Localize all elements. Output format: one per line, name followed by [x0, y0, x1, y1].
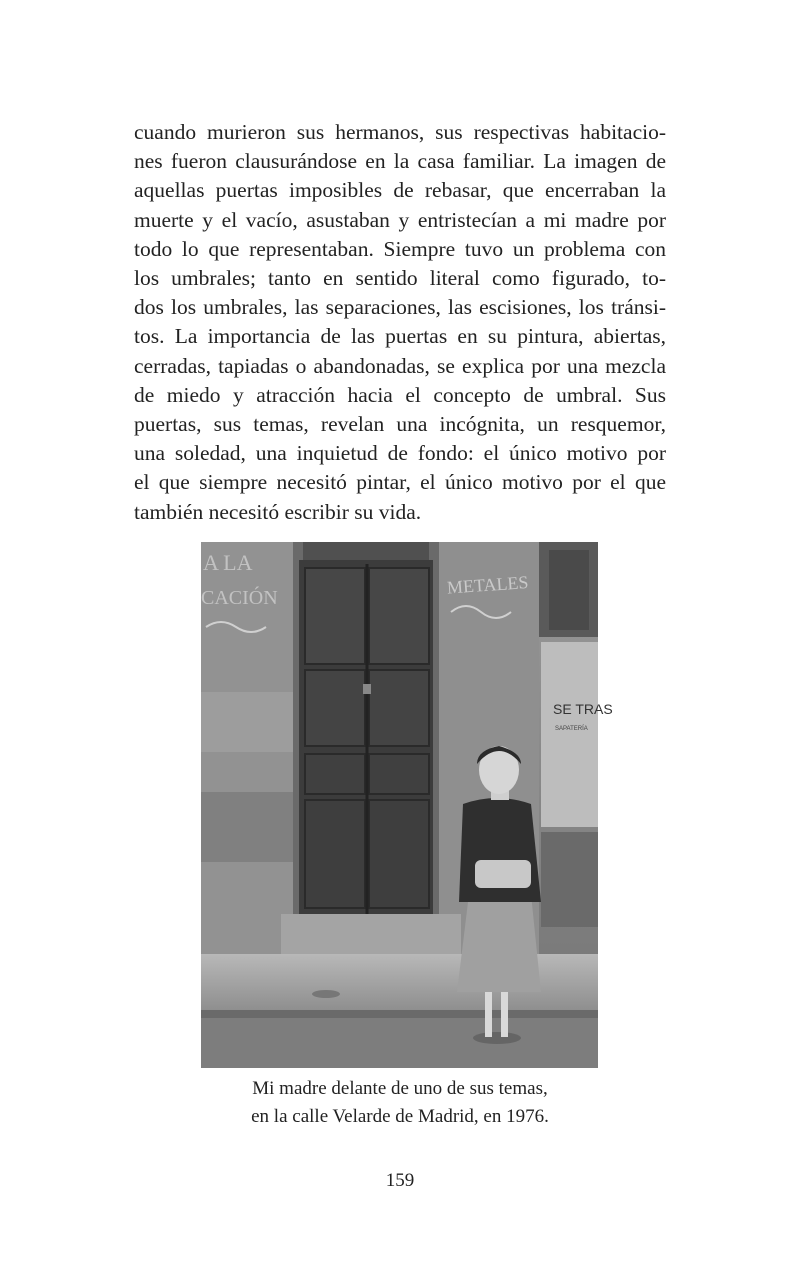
- text-line: muerte y el vacío, asustaban y entristecían a mi madre por: [134, 207, 666, 232]
- padlock: [363, 684, 371, 694]
- page-number: 159: [385, 1170, 415, 1191]
- body-paragraph: [134, 118, 666, 527]
- text-line: todo lo que representaban. Siempre tuvo un problema con: [134, 236, 666, 261]
- text-line: aquellas puertas imposibles de rebasar, que encerraban la: [134, 178, 666, 203]
- photo-caption: [100, 1075, 700, 1131]
- wall-lettering: CACIÓN: [201, 587, 278, 609]
- text-line: también necesitó escribir su vida.: [134, 499, 422, 524]
- text-line: tos. La importancia de las puertas en su pintura, abiertas,: [134, 324, 666, 349]
- text-line: cuando murieron sus hermanos, sus respectivas habitacio-: [134, 120, 666, 144]
- wall-lettering: METALES: [446, 572, 530, 598]
- poster-text: SE TRAS: [553, 701, 613, 717]
- text-line: puertas, sus temas, revelan una incógnita, un resquemor,: [134, 412, 666, 437]
- text-line: de miedo y atracción hacia el concepto de umbral. Sus: [134, 382, 666, 407]
- text-line: el que siempre necesitó pintar, el único motivo por el que: [134, 470, 666, 495]
- wall-lettering: A LA: [203, 550, 253, 575]
- caption-line-1: Mi madre delante de uno de sus temas,: [252, 1078, 548, 1099]
- text-line: una soledad, una inquietud de fondo: el único motivo por: [134, 441, 666, 466]
- text-line: nes fueron clausurándose en la casa familiar. La imagen de: [134, 149, 666, 174]
- poster-text: SAPATERÍA: [555, 726, 588, 732]
- street-photograph: [201, 542, 613, 1068]
- text-line: los umbrales; tanto en sentido literal como figurado, to-: [134, 266, 666, 291]
- text-line: dos los umbrales, las separaciones, las escisiones, los tránsi-: [134, 295, 666, 320]
- text-line: cerradas, tapiadas o abandonadas, se explica por una mezcla: [134, 353, 666, 378]
- caption-line-2: en la calle Velarde de Madrid, en 1976.: [251, 1106, 549, 1127]
